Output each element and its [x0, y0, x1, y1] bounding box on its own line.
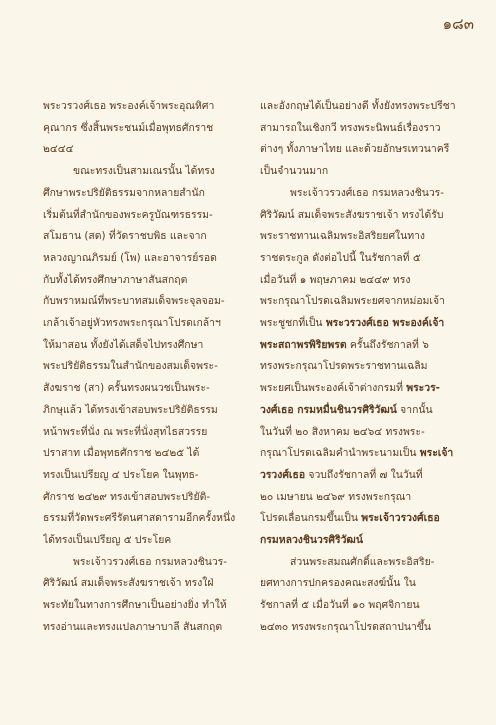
- text-line: ได้ทรงเป็นเปรียญ ๕ ประโยค: [43, 534, 172, 547]
- bold-title-text: วรวงศ์เธอ: [260, 468, 306, 481]
- text-segment: พระยศเป็นพระองค์เจ้าต่างกรมที่: [260, 382, 407, 395]
- text-line: ภิกษุแล้ว ได้ทรงเข้าสอบพระปริยัติธรรม: [43, 403, 218, 416]
- left-text-column: [43, 96, 258, 639]
- text-segment: เป็นจำนวนมาก: [260, 165, 329, 178]
- text-line: [260, 617, 475, 639]
- text-line: ศึกษาพระปริยัติธรรมจากหลายสำนัก: [43, 186, 205, 199]
- text-line: [260, 573, 475, 595]
- text-segment: ๒๔๓๐ ทรงพระกรุณาโปรดสถาปนาขึ้น: [260, 620, 432, 633]
- text-line: พระปริยัติธรรมในสำนักของสมเด็จพระ-: [43, 360, 218, 373]
- text-line: สโมธาน (สด) ที่วัดราชบพิธ และจาก: [43, 230, 207, 243]
- text-segment: ศิริวัฒน์ สมเด็จพระสังฆราชเจ้า ทรงได้รับ: [260, 208, 444, 221]
- bold-title-text: พระเจ้า: [419, 447, 454, 460]
- text-line: ธรรมที่วัดพระศรีรัตนศาสดารามอีกครั้งหนึ่ง: [43, 512, 236, 525]
- text-line: ๒๔๔๔: [43, 143, 74, 156]
- text-line: [260, 139, 475, 161]
- text-line: ให้มาสอน ทั้งยังได้เสด็จไปทรงศึกษา: [43, 338, 204, 351]
- bold-title-text: พระวรวงศ์เธอ พระองค์เจ้า: [325, 317, 445, 330]
- right-text-column: [260, 96, 475, 639]
- text-line: เกล้าเจ้าอยู่หัวทรงพระกรุณาโปรดเกล้าฯ: [43, 317, 221, 330]
- text-line: [260, 508, 475, 530]
- text-line: [260, 248, 475, 270]
- text-segment: ๒๐ เมษายน ๒๔๖๙ ทรงพระกรุณา: [260, 490, 412, 503]
- bold-title-text: พระวร-: [406, 382, 440, 395]
- text-line: สังฆราช (สา) ครั้นทรงผนวชเป็นพระ-: [43, 382, 210, 395]
- text-line: ศิริวัฒน์ สมเด็จพระสังฆราชเจ้า ทรงใฝ่: [43, 577, 214, 590]
- text-line: ปราสาท เมื่อพุทธศักราช ๒๔๒๕ ได้: [43, 447, 200, 460]
- text-line: [260, 118, 475, 140]
- text-line: [260, 226, 475, 248]
- text-segment: ครั้นถึงรัชกาลที่ ๖: [346, 338, 429, 351]
- text-line: [260, 291, 475, 313]
- text-line: [260, 96, 475, 118]
- text-line: [260, 595, 475, 617]
- text-line: [260, 378, 475, 400]
- text-line: [260, 161, 475, 183]
- text-segment: พระเจ้าวรวงศ์เธอ กรมหลวงชินวร-: [290, 186, 445, 199]
- bold-title-text: พระเจ้าวรวงศ์เธอ: [361, 512, 440, 525]
- text-segment: ยศทางการปกครองคณะสงฆ์นั้น ใน: [260, 577, 416, 590]
- page-number: ๑๘๓: [442, 15, 474, 33]
- text-line: ศักราช ๒๔๒๙ ทรงเข้าสอบพระปริยัติ-: [43, 490, 211, 503]
- text-line: [260, 183, 475, 205]
- text-line: [260, 313, 475, 335]
- text-line: [260, 487, 475, 509]
- text-segment: พระชูชกที่เป็น: [260, 317, 326, 330]
- text-line: [260, 356, 475, 378]
- text-segment: จากนั้น: [396, 403, 433, 416]
- text-segment: กรุณาโปรดเฉลิมคำนำพระนามเป็น: [260, 447, 420, 460]
- text-line: [260, 205, 475, 227]
- text-segment: พระราชทานเฉลิมพระอิสริยยศในทาง: [260, 230, 425, 243]
- text-segment: ต่างๆ ทั้งภาษาไทย และด้วยอักษรเทวนาครี: [260, 143, 450, 156]
- text-line: [260, 443, 475, 465]
- text-line: [260, 335, 475, 357]
- text-line: หลวงญาณภิรมย์ (โพ) และอาจารย์รอด: [43, 251, 217, 264]
- text-line: พระทัยในทางการศึกษาเป็นอย่างยิ่ง ทำให้: [43, 599, 227, 612]
- text-segment: ราชตระกูล ดังต่อไปนี้ ในรัชกาลที่ ๕: [260, 251, 421, 264]
- text-line: พระวรวงศ์เธอ พระองค์เจ้าพระอุณหิศา: [43, 100, 215, 112]
- text-segment: โปรดเลื่อนกรมขึ้นเป็น: [260, 512, 362, 525]
- text-segment: ในวันที่ ๒๐ สิงหาคม ๒๔๖๔ ทรงพระ-: [260, 425, 425, 438]
- text-line: [260, 465, 475, 487]
- bold-title-text: พระสถาพรพิริยพรต: [260, 338, 347, 351]
- text-segment: ส่วนพระสมณศักดิ์และพระอิสริย-: [290, 555, 435, 568]
- bold-title-text: วงศ์เธอ กรมหมื่นชินวรศิริวัฒน์: [260, 403, 397, 416]
- text-line: ทรงอ่านและทรงแปลภาษาบาลี สันสกฤต: [43, 620, 223, 633]
- text-segment: และอังกฤษได้เป็นอย่างดี ทั้งยังทรงพระปรีชา: [260, 100, 456, 112]
- text-line: เริ่มต้นที่สำนักของพระครูบัณฑรธรรม-: [43, 208, 213, 221]
- text-segment: พระกรุณาโปรดเฉลิมพระยศจากหม่อมเจ้า: [260, 295, 445, 308]
- text-line: ทรงเป็นเปรียญ ๔ ประโยค ในพุทธ-: [43, 468, 199, 481]
- text-segment: รัชกาลที่ ๕ เมื่อวันที่ ๑๐ พฤศจิกายน: [260, 599, 420, 612]
- text-line: [260, 552, 475, 574]
- text-line: พระเจ้าวรวงศ์เธอ กรมหลวงชินวร-: [73, 555, 228, 568]
- text-line: หน้าพระที่นั่ง ณ พระที่นั่งสุทไธสวรรย: [43, 425, 208, 438]
- text-segment: เมื่อวันที่ ๑ พฤษภาคม ๒๔๔๙ ทรง: [260, 273, 411, 286]
- text-line: ขณะทรงเป็นสามเณรนั้น ได้ทรง: [73, 165, 215, 178]
- text-line: กับพราหมณ์ที่พระบาทสมเด็จพระจุลจอม-: [43, 295, 225, 308]
- text-line: คุณากร ซึ่งสิ้นพระชนม์เมื่อพุทธศักราช: [43, 121, 214, 134]
- text-line: กับทั้งได้ทรงศึกษาภาษาสันสกฤต: [43, 273, 188, 286]
- text-segment: ทรงพระกรุณาโปรดพระราชทานเฉลิม: [260, 360, 428, 373]
- text-line: [260, 422, 475, 444]
- text-segment: จวบถึงรัชกาลที่ ๗ ในวันที่: [305, 468, 423, 481]
- text-line: [260, 270, 475, 292]
- text-line: [260, 530, 475, 552]
- text-line: [260, 400, 475, 422]
- bold-title-text: กรมหลวงชินวรศิริวัฒน์: [260, 534, 363, 547]
- text-segment: สามารถในเชิงกวี ทรงพระนิพนธ์เรื่องราว: [260, 121, 441, 134]
